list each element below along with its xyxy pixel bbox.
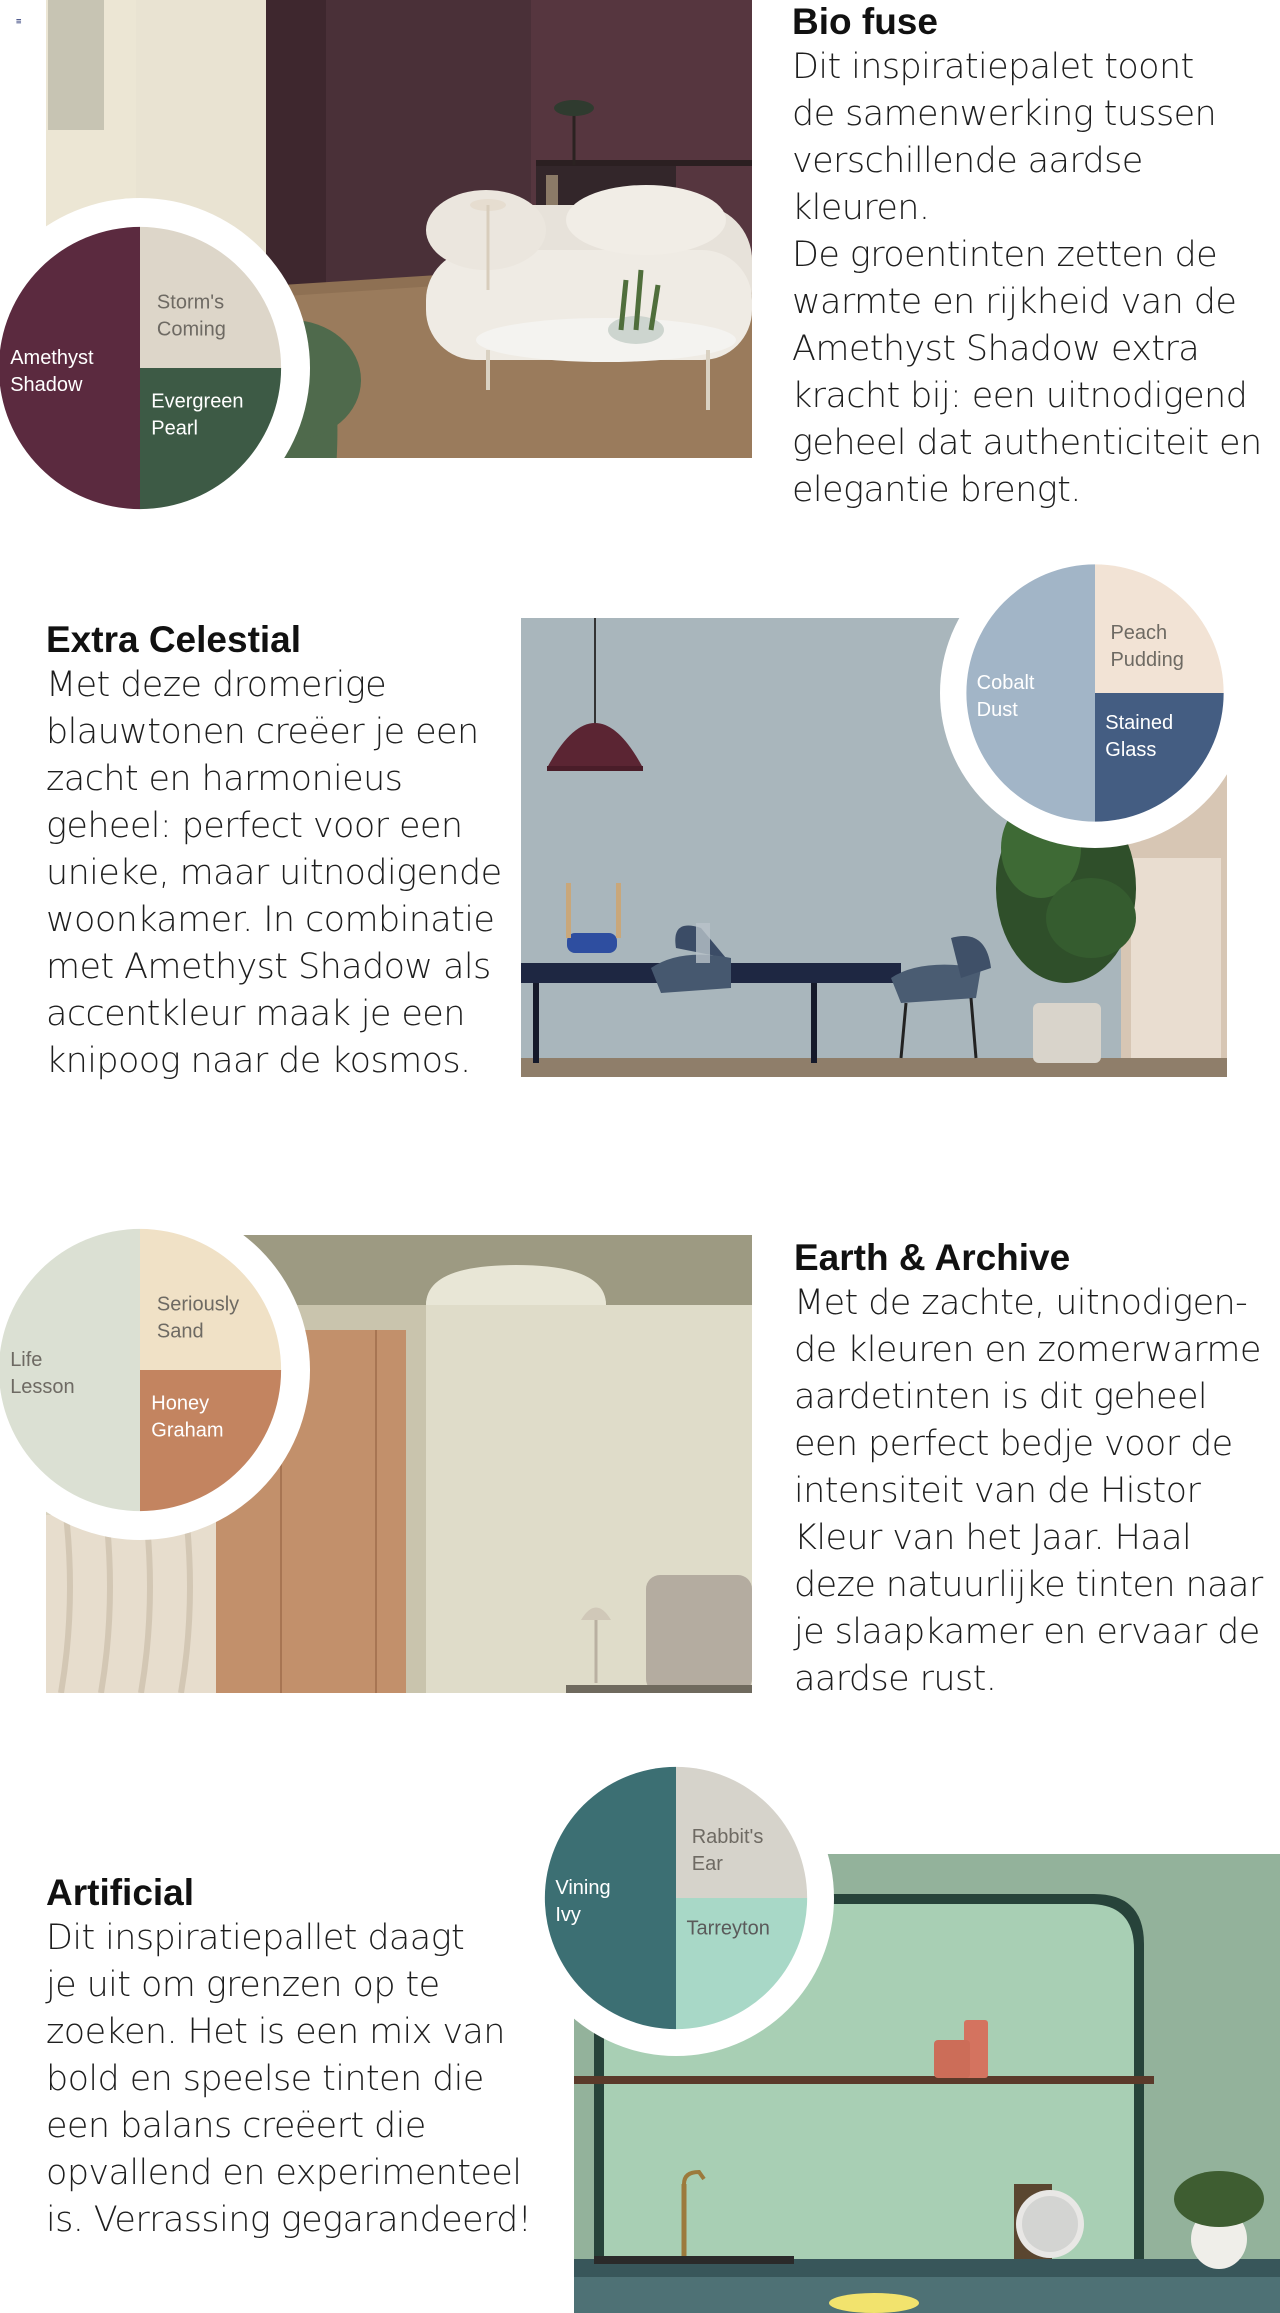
palette-label-line1: Tarreyton — [686, 1917, 770, 1940]
extra-celestial-palette-chart — [940, 538, 1250, 848]
extra-celestial-text — [46, 618, 502, 1085]
palette-label-line1: Seriously — [156, 1293, 240, 1316]
extra-celestial-title: Extra Celestial — [46, 619, 302, 660]
palette-label-line1: Vining — [555, 1877, 611, 1899]
earth-archive-body: Met de zachte, uitnodigen- de kleuren en zomerwarme aardetinten is dit geheel een perfect bedje voor de intensiteit van de Histor Kleur van het Jaar. Haal deze natuurlijke tinten naar je slaapkamer en ervaar de aardse rust. — [794, 1283, 1263, 1699]
extra-celestial-body: Met deze dromerige blauwtonen creëer je een zacht en harmonieus geheel: perfect voor een unieke, maar uitnodigende woonkamer. In combinatie met Amethyst Shadow als accentkleur maak je een knipoog naar de kosmos. — [46, 665, 502, 1081]
palette-label-line2: Dust — [976, 699, 1018, 721]
palette-label-line2: Coming — [156, 318, 226, 341]
bio-fuse-text — [792, 0, 1280, 514]
artificial-palette-chart — [518, 1740, 834, 2056]
palette-label-line1: Storm's — [156, 291, 225, 314]
palette-label-line2: Shadow — [10, 374, 83, 396]
bio-fuse-title: Bio fuse — [792, 1, 938, 42]
artificial-body: Dit inspiratiepallet daagt je uit om grenzen op te zoeken. Het is een mix van bold en speelse tinten die een balans creëert die opvallend en experimenteel is. Verrassing gegarandeerd! — [46, 1918, 532, 2240]
palette-label-line1: Rabbit's — [691, 1825, 764, 1848]
bio-fuse-body: Dit inspiratiepalet toont de samenwerking tussen verschillende aardse kleuren. De groentinten zetten de warmte en rijkheid van de Amethyst Shadow extra kracht bij: een uitnodigend geheel dat authenticiteit en elegantie brengt. — [792, 47, 1262, 510]
palette-label-line2: Glass — [1105, 739, 1157, 762]
menu-mark: ≡ — [16, 17, 22, 27]
palette-label-line2: Ear — [691, 1852, 723, 1875]
palette-label-line1: Cobalt — [976, 672, 1035, 694]
earth-archive-title: Earth & Archive — [794, 1237, 1071, 1278]
palette-label-line2: Ivy — [555, 1904, 581, 1926]
palette-label-line1: Evergreen — [151, 390, 244, 413]
palette-label-line2: Pudding — [1110, 648, 1184, 671]
bio-fuse-palette-chart — [0, 198, 310, 538]
palette-label-line2: Graham — [151, 1419, 224, 1442]
artificial-title: Artificial — [46, 1872, 195, 1913]
palette-label-line2: Pearl — [151, 417, 198, 440]
earth-archive-palette-chart — [0, 1200, 310, 1540]
palette-label-line1: Peach — [1110, 621, 1168, 644]
artificial-text — [46, 1871, 531, 2244]
palette-label-line1: Life — [10, 1349, 43, 1371]
palette-label-2 — [686, 1918, 769, 1940]
palette-label-line2: Sand — [156, 1320, 204, 1343]
earth-archive-text — [794, 1236, 1263, 1703]
palette-label-line1: Honey — [151, 1392, 210, 1415]
palette-label-line1: Amethyst — [10, 347, 94, 369]
palette-label-line2: Lesson — [10, 1376, 75, 1398]
palette-label-line1: Stained — [1105, 712, 1174, 735]
